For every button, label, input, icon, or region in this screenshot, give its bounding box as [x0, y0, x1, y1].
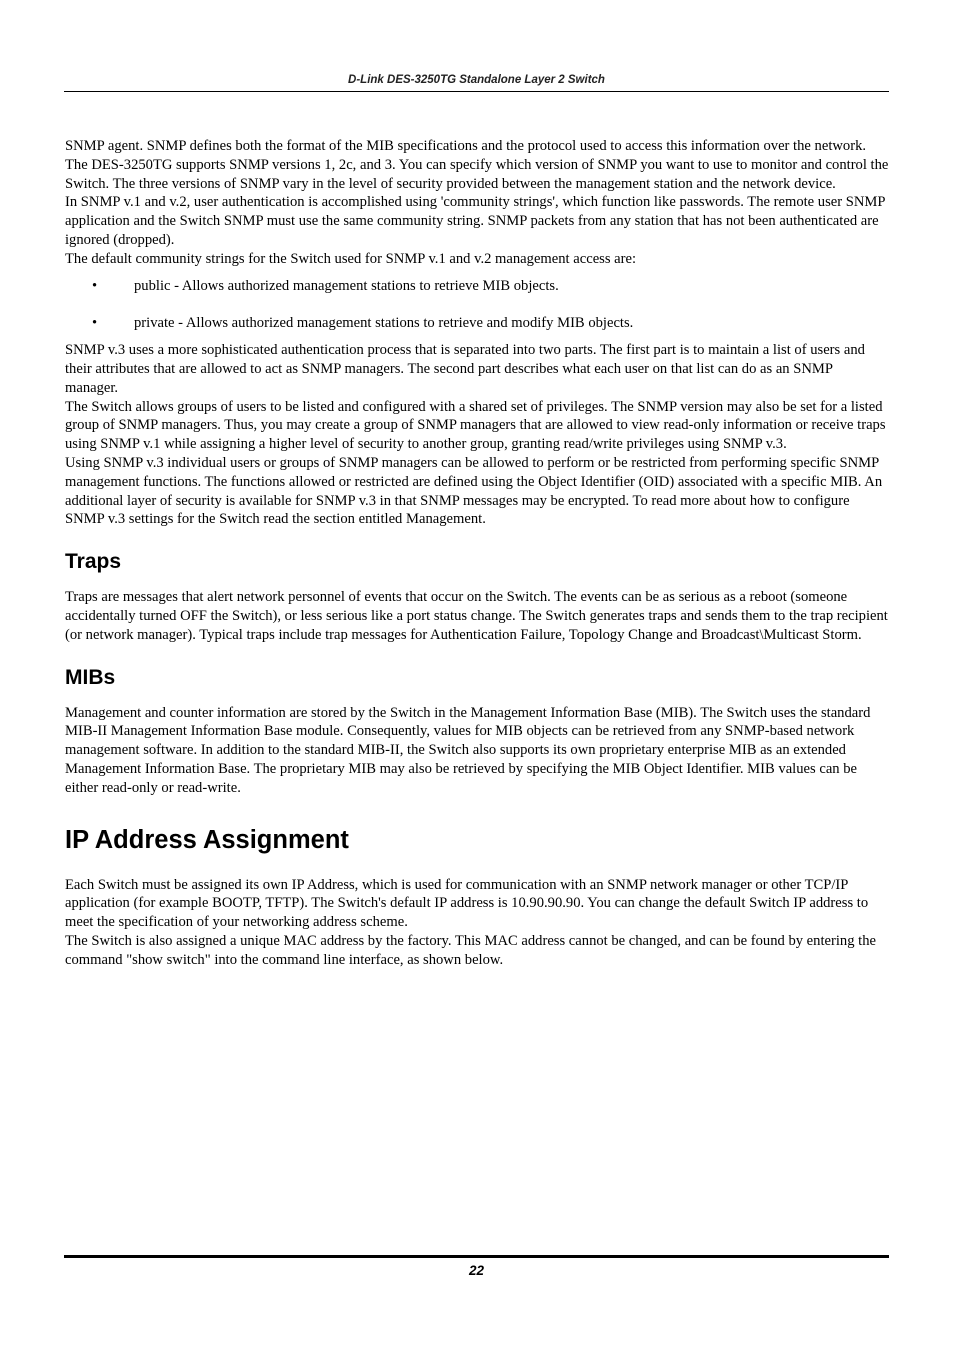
intro-paragraph-4: The default community strings for the Switch used for SNMP v.1 and v.2 management access are:: [65, 250, 637, 267]
list-item: [65, 314, 889, 333]
bullet-icon: •: [92, 277, 98, 294]
list-item-text: private - Allows authorized management stations to retrieve and modify MIB objects.: [134, 315, 634, 332]
bullet-icon: •: [92, 315, 98, 332]
snmp-v3-paragraph-1: SNMP v.3 uses a more sophisticated authentication process that is separated into two parts. The first part is to maintain a list of users and their attributes that are allowed to act as SNMP managers. The second part describes what each user on that list can do as an SNMP manager.: [65, 342, 865, 396]
intro-paragraph-1: SNMP agent. SNMP defines both the format of the MIB specifications and the protocol used to access this information over the network.: [65, 138, 867, 154]
page-body: [65, 137, 889, 970]
ip-address-assignment-heading: IP Address Assignment: [65, 825, 349, 854]
running-header: D-Link DES-3250TG Standalone Layer 2 Switch: [348, 74, 605, 86]
intro-paragraph-2: The DES-3250TG supports SNMP versions 1, 2c, and 3. You can specify which version of SNMP you want to use to monitor and control the Switch. The three versions of SNMP vary in the level of security provided between the management station and the network device.: [65, 156, 889, 192]
traps-paragraph: Traps are messages that alert network personnel of events that occur on the Switch. The events can be as serious as a reboot (someone accidentally turned OFF the Switch), or less serious like a port status change. The Switch generates traps and sends them to the trap recipient (or network manager). Typical traps include trap messages for Authentication Failure, Topology Change and Broadcast\Multicast Storm.: [65, 589, 888, 643]
mibs-paragraph: Management and counter information are stored by the Switch in the Management Information Base (MIB). The Switch uses the standard MIB-II Management Information Base module. Consequently, values for MIB objects can be retrieved from any SNMP-based network management software. In addition to the standard MIB-II, the Switch also supports its own proprietary enterprise MIB as an extended Management Information Base. The proprietary MIB may also be retrieved by specifying the MIB Object Identifier. MIB values can be either read-only or read-write.: [65, 704, 871, 796]
snmp-v3-paragraph-2: The Switch allows groups of users to be listed and configured with a shared set of privileges. The SNMP version may also be set for a listed group of SNMP managers. Thus, you may create a group of SNMP managers that are allowed to view read-only information or receive traps using SNMP v.1 while assigning a higher level of security to another group, granting read/write privileges using SNMP v.3.: [65, 398, 886, 453]
ip-assignment-paragraph-2: The Switch is also assigned a unique MAC address by the factory. This MAC address cannot be changed, and can be found by entering the command "show switch" into the command line interface, as shown below.: [65, 932, 876, 968]
page-number: 22: [468, 1263, 485, 1278]
list-item-text: public - Allows authorized management stations to retrieve MIB objects.: [134, 277, 559, 294]
community-strings-list: [65, 277, 889, 334]
ip-assignment-paragraph-1: Each Switch must be assigned its own IP Address, which is used for communication with an SNMP network manager or other TCP/IP application (for example BOOTP, TFTP). The Switch's default IP address is 10.90.90.90. You can change the default Switch IP address to meet the specification of your networking address scheme.: [65, 876, 869, 931]
header-rule: [64, 91, 889, 92]
footer-rule: [64, 1255, 889, 1258]
intro-paragraph-3: In SNMP v.1 and v.2, user authentication is accomplished using 'community strings', which function like passwords. The remote user SNMP application and the Switch SNMP must use the same community string. SNMP packets from any station that has not been authenticated are ignored (dropped).: [65, 194, 885, 248]
snmp-v3-paragraph-3: Using SNMP v.3 individual users or groups of SNMP managers can be allowed to perform or be restricted from performing specific SNMP management functions. The functions allowed or restricted are defined using the Object Identifier (OID) associated with a specific MIB. An additional layer of security is available for SNMP v.3 in that SNMP messages may be encrypted. To read more about how to configure SNMP v.3 settings for the Switch read the section entitled Management.: [65, 454, 883, 528]
mibs-heading: MIBs: [65, 665, 116, 689]
traps-heading: Traps: [65, 550, 122, 574]
list-item: [65, 277, 889, 296]
